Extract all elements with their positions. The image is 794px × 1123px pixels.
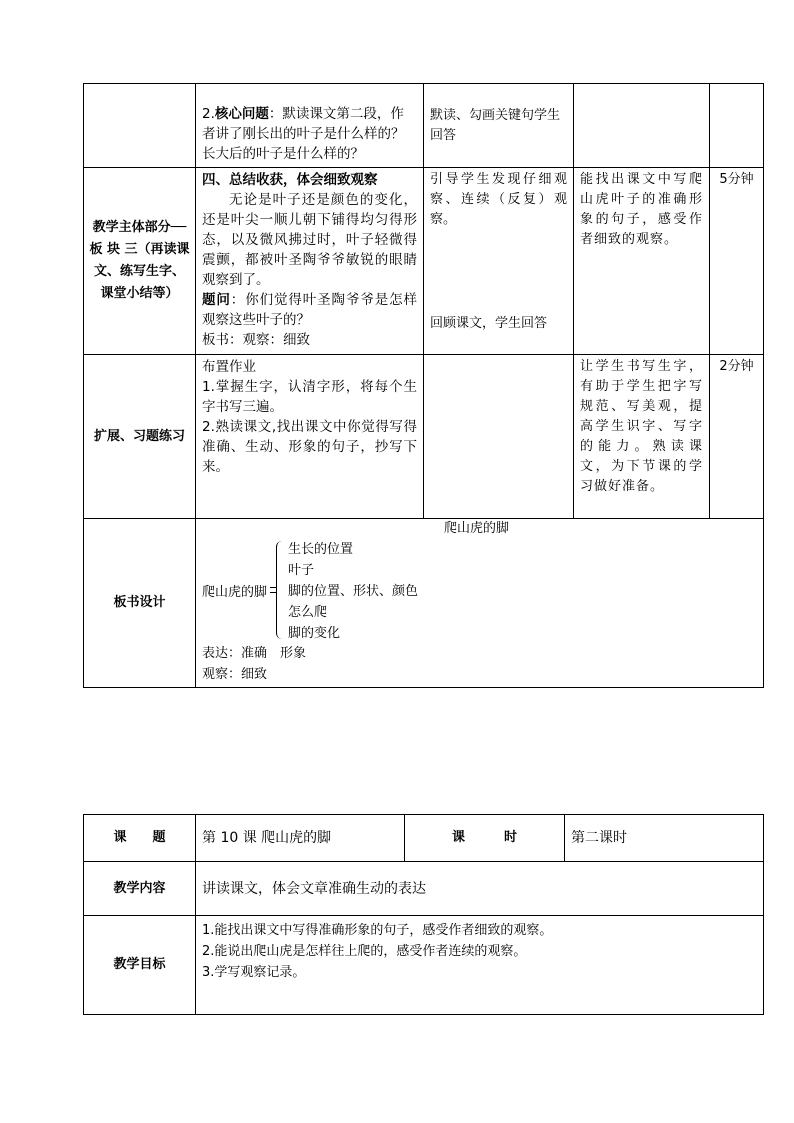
question-text: ：你们觉得叶圣陶爷爷是怎样观察这些叶子的？ [202,292,418,328]
section-label-text: 板书设计 [113,595,166,610]
intent-text: 能找出课文中写爬山虎叶子的准确形象的句子，感受作者细致的观察。 [580,172,703,247]
intent-text: 让学生书写生字，有助于学生把字写规范、写美观，提高学生识字、写字的能力。熟读课文，为下节课的学习做好准备。 [580,359,703,494]
board-title: 爬山虎的脚 [444,521,510,536]
student-activity-cell [424,84,574,168]
section-label [84,168,196,355]
content-label: 教学内容 [84,862,196,916]
homework-heading: 布置作业 [202,359,256,375]
table-row [84,815,764,862]
board-branch: 脚的位置、形状、颜色 [288,584,419,599]
period-value: 第二课时 [565,815,764,862]
board-branch: 怎么爬 [288,605,328,620]
board-branch: 叶子 [288,563,315,578]
goal-item: 2.能说出爬山虎是怎样往上爬的，感受作者连续的观察。 [202,944,527,959]
time-cell [710,84,764,168]
topic-label: 课 题 [84,815,196,862]
goals-cell [196,916,764,1015]
table-row [84,84,764,168]
table-row [84,862,764,916]
question-number: 2. [202,106,215,122]
student-activity-cell [424,168,574,355]
board-expression: 表达：准确 形象 [202,646,307,661]
section-heading: 四、总结收获，体会细致观察 [202,172,378,188]
student-activity-text-2: 回顾课文，学生回答 [430,316,548,331]
table-row [84,916,764,1015]
board-note: 板书：观察：细致 [202,332,310,348]
section-label [84,519,196,688]
time-cell [710,168,764,355]
board-branch: 生长的位置 [288,542,354,557]
board-branch: 脚的变化 [288,626,341,641]
table-row [84,168,764,355]
summary-paragraph: 无论是叶子还是颜色的变化，还是叶尖一顺儿朝下铺得均匀得形态，以及微风拂过时，叶子轻微得震颤，都被叶圣陶爷爷敏锐的眼睛观察到了。 [202,192,417,288]
content-value: 讲读课文，体会文章准确生动的表达 [196,862,764,916]
intent-cell [574,84,710,168]
table-row [84,355,764,519]
lesson-header-table [83,814,764,1015]
goal-item: 3.学写观察记录。 [202,965,306,980]
time-text: 2分钟 [719,359,754,374]
question-label: 题问 [202,292,231,308]
homework-item: 1.掌握生字，认清字形，将每个生字书写三遍。 [202,379,417,415]
intent-cell [574,168,710,355]
table-row [84,519,764,688]
content-cell [196,84,424,168]
period-label: 课 时 [405,815,565,862]
goal-item: 1.能找出课文中写得准确形象的句子，感受作者细致的观察。 [202,923,553,938]
label-cell [84,84,196,168]
time-cell [710,355,764,519]
lesson-plan-table-continued [83,83,764,688]
section-label [84,355,196,519]
core-question-text: ：默读课文第二段，作者讲了刚长出的叶子是什么样的？长大后的叶子是什么样的？ [202,106,405,162]
intent-cell [574,355,710,519]
content-cell [196,355,424,519]
content-cell [196,168,424,355]
core-question-label: 核心问题 [214,106,269,122]
student-activity-text: 默读、勾画关键句学生回答 [430,108,561,143]
question-line [202,290,417,330]
board-brace [276,541,285,639]
homework-item: 2.熟读课文,找出课文中你觉得写得准确、生动、形象的句子，抄写下来。 [202,419,417,475]
goals-label: 教学目标 [84,916,196,1015]
board-root: 爬山虎的脚 [202,585,268,600]
student-activity-text: 引导学生发现仔细观察、连续（反复）观察。 [430,172,567,227]
topic-value: 第 10 课 爬山虎的脚 [196,815,405,862]
section-label-text: 教学主体部分──板 块 三（再读课文、练写生字、课堂小结等） [89,220,190,301]
section-label-text: 扩展、习题练习 [93,428,185,444]
board-observation: 观察：细致 [202,667,268,682]
time-text: 5分钟 [719,172,754,187]
student-activity-cell [424,355,574,519]
